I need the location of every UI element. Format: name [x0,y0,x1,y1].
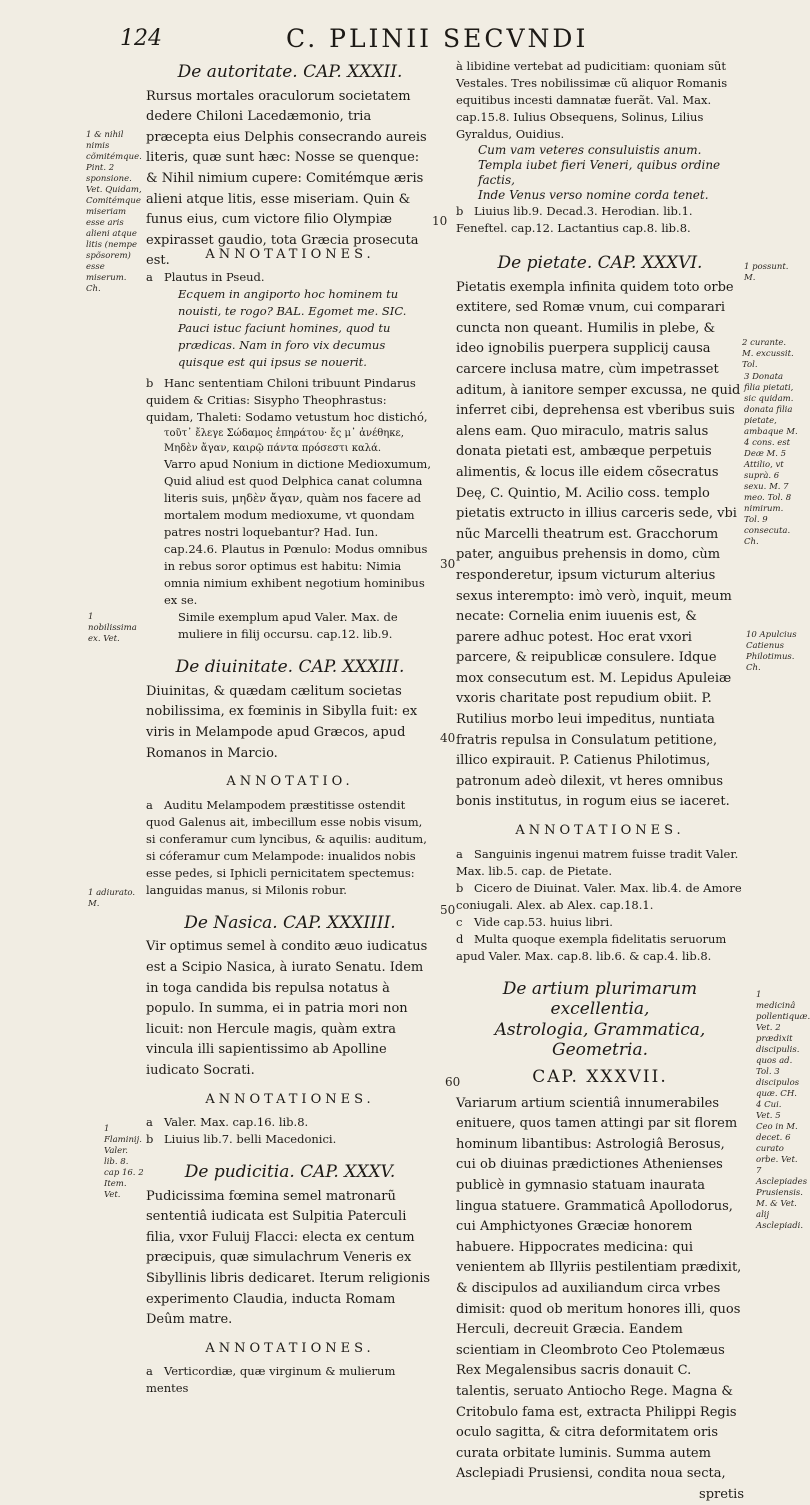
note-36-c: c Vide cap.53. huius libri. [456,914,613,929]
note-35-a: Verticordiæ, quæ virginum & mulierum mentes [146,1364,396,1396]
margin-note-left-2: 1 nobilissima ex. Vet. [88,612,137,644]
chapter-33-title: De diuinitate. CAP. XXXIII. [175,657,405,678]
verse-line: Templa iubet fieri Veneri, quibus ordine factis, [478,158,721,187]
margin-note-left-4: 1 Flaminij. Valer. lib. 8. cap 16. 2 Item. Vet. [104,1124,144,1200]
page-number: 124 [120,26,162,51]
note-34-b: b Liuius lib.7. belli Macedonici. [146,1132,337,1147]
verse-line: Cum vam veteres consuluistis anum. [478,143,702,157]
chapter-33-annotations-title: ANNOTATIO. [226,774,354,790]
chapter-35-title: De pudicitia. CAP. XXXV. [184,1162,396,1183]
margin-note-right-1: 1 possunt. M. [744,262,789,283]
chapter-32-title: De autoritate. CAP. XXXII. [177,62,403,82]
verse-block [456,143,744,203]
line-number-40: 40 [440,731,456,745]
margin-note-left-1: 1 & nihil nimis cõmitémque. Pint. 2 sponsione. Vet. Quidam, Comitémque miseriam esse aris alieni atque litis (nempe spõsorem) esse miserum. Ch. [86,130,142,294]
right-column: à libidine vertebat ad pudicitiam: quoniam sũt Vestales. Tres nobilissimæ cũ aliquor Romanis equitibus incesti damnatæ fuerãt. Val. Max. cap.15.8. Iulius Obsequens, Solinus, Lilius Gyraldus, Ouidius. Cum vam veteres consuluistis anum. Templa iubet fieri Veneri, quibus ordine factis, Inde Venus verso nomine corda tenet. b Liuius lib.9. Decad.3. Herodian. lib.1. Feneftel. cap.12. Lactantius cap.8. lib.8. De pietate. CAP. XXXVI. Pietatis exempla infinita quidem toto orbe extitere, sed Romæ vnum, cui comparari cuncta non queant. Humilis in plebe, & ideo ignobilis puerpera supplicij causa carcere inclusa matre, cùm impetrasset aditum, à ianitore semper excussa, ne quid inferret cibi, deprehensa est vberibus suis alens eam. Quo miraculo, matris salus donata pietati est, ambæque perpetuis alimentis, & locus ille eidem cõsecratus Deę, C. Quintio, M. Acilio coss. templo pietatis extructo in illius carceris sede, vbi nũc Marcelli theatrum est. Gracchorum pater, anguibus prehensis in domo, cùm responderetur, ipsum victurum alterius sexus interempto: imò verò, inquit, meum necate: Cornelia enim iuuenis est, & parere adhuc potest. Hoc erat vxori parcere, & reipublicæ consulere. Idque mox consecutum est. M. Lepidus Apuleiæ vxoris charitate post repudium obiit. P. Rutilius morbo leui impeditus, nuntiata fratris repulsa in Consulatum petitione, illico expirauit. P. Catienus Philotimus, patronum adeò dilexit, vt heres omnibus bonis institutus, in rogum eius se iaceret. ANNOTATIONES. a Sanguinis ingenui matrem fuisse tradit Valer. Max. lib.5. cap. de Pietate. b Cicero de Diuinat. Valer. Max. lib.4. de Amore coniugali. Alex. ab Alex. cap.18.1. c Vide cap.53. huius libri. d Multa quoque exempla fidelitatis seruorum apud Valer. Max. cap.8. lib.6. & cap.4. lib.8. De artium plurimarum excellentia, Astrologia, Grammatica, Geometria. CAP. XXXVII. Variarum artium scientiâ innumerabiles enituere, quos tamen attingi par sit florem hominum libantibus: Astrologiâ Berosus, cui ob diuinas prædictiones Athenienses publicè in gymnasio statuam inaurata lingua statuere. Grammaticâ Apollodorus, cui Amphictyones Græciæ honorem habuere. Hippocrates medicina: qui venientem ab Illyriis pestilentiam prædixit, & discipulos ad auxiliandum circa vrbes dimisit: quod ob meritum honores illi, quos Herculi, decreuit Græcia. Eandem scientiam in Cleombroto Ceo Ptolemæus Rex Megalensibus sacris donauit C. talentis, seruato Antiocho Rege. Magna & Critobulo fama est, extracta Philippi Regis oculo sagitta, & citra deformitatem oris curata orbitate luminis. Summa autem Asclepiadi Prusiensi, condita noua secta, spretis [456,58,744,1505]
note-b-greek: τοῦτ᾽ ἔλεγε Σώδαμος ἐπηράτου· ἔς μ᾽ ἀνέθηκε, Μηδὲν ἄγαν, καιρῷ πάντα πρόσεστι καλά. [164,428,404,455]
note-b: Hanc sententiam Chiloni tribuunt Pindarus quidem & Critias: Sisypho Theophrastus: quidam, Thaleti: Sodamo vetustum hoc distichó, [146,376,428,425]
chapter-37-heading [456,979,744,1061]
chapter-32-annotations-title: ANNOTATIONES. [205,246,375,262]
note-36-d: d Multa quoque exempla fidelitatis seruorum apud Valer. Max. cap.8. lib.6. & cap.4. lib.8. [456,931,727,963]
chapter-37-title-line: Geometria. [552,1040,648,1061]
chapter-37-text: Variarum artium scientiâ innumerabiles enituere, quos tamen attingi par sit florem hominum libantibus: Astrologiâ Berosus, cui ob diuinas prædictiones Athenienses publicè in gymnasio statuam inaurata lingua statuere. Grammaticâ Apollodorus, cui Amphictyones Græciæ honorem habuere. Hippocrates medicina: qui venientem ab Illyriis pestilentiam prædixit, & discipulos ad auxiliandum circa vrbes dimisit: quod ob meritum honores illi, quos Herculi, decreuit Græcia. Eandem scientiam in Cleombroto Ceo Ptolemæus Rex Megalensibus sacris donauit C. talentis, seruato Antiocho Rege. Magna & Critobulo fama est, extracta Philippi Regis oculo sagitta, & citra deformitatem oris curata orbitate luminis. Summa autem Asclepiadi Prusiensi, condita noua secta, [456,1095,742,1482]
chapter-32-text: Rursus mortales oraculorum societatem dedere Chiloni Lacedæmonio, tria præcepta eius Delphis consecrando aureis literis, quæ sunt hæc: Nosse se quenque: & Nihil nimium cupere: Comitémque æris alieni atque litis, esse miseriam. Quin & funus eius, cum victore filio Olympiæ expirasset gaudio, tota Græcia prosecuta est. [146,88,427,269]
running-head: C. PLINII SECVNDI [286,24,589,53]
note-33-a: Auditu Melampodem præstitisse ostendit quod Galenus ait, imbecillum esse nobis visum, si conferamur cum lyncibus, & aquilis: auditum, si cóferamur cum Melampode: inualidos nobis esse pedes, si Iphicli pernicitatem spectemus: languidas manus, si Milonis robur. [146,797,427,897]
chapter-32-notes: a Plautus in Pseud. Ecquem in angiporto hoc hominem tu nouisti, te rogo? BAL. Egomet me. SIC. Pauci istuc faciunt homines, quod tu prædicas. Nam in foro vix decumus quisque est qui ipsus se nouerit. b Hanc sententiam Chiloni tribuunt Pindarus quidem & Critias: Sisypho Theophrastus: quidam, Thaleti: Sodamo vetustum hoc distichó, τοῦτ᾽ ἔλεγε Σώδαμος ἐπηράτου· ἔς μ᾽ ἀνέθηκε, Μηδὲν ἄγαν, καιρῷ πάντα πρόσεστι καλά. Varro apud Nonium in dictione Medioxumum, Quid aliud est quod Delphica canat columna literis suis, μηδὲν ἄγαν, quàm nos facere ad mortalem modum medioxume, vt quondam patres nostri loquebantur? Had. Iun. cap.24.6. Plautus in Pœnulo: Modus omnibus in rebus soror optimus est habitu: Nimia omnia nimium exhibent negotium hominibus ex se. Simile exemplum apud Valer. Max. de muliere in filij occursu. cap.12. lib.9. [146,269,434,643]
line-number-50: 50 [440,903,456,917]
chapter-35-text: Pudicissima fœmina semel matronarũ sententiâ iudicata est Sulpitia Paterculi filia, vxor Fuluij Flacci: electa ex centum præcipuis, quæ simulachrum Veneris ex Sibyllinis libris dedicaret. Iterum religionis experimento Claudia, inducta Romam Deûm matre. [146,1188,431,1328]
line-number-60: 60 [445,1075,461,1089]
verse-line: Inde Venus verso nomine corda tenet. [478,188,709,202]
left-column: De autoritate. CAP. XXXII. Rursus mortales oraculorum societatem dedere Chiloni Lacedæmonio, tria præcepta eius Delphis consecrando aureis literis, quæ sunt hæc: Nosse se quenque: & Nihil nimium cupere: Comitémque æris alieni atque litis, esse miseriam. Quin & funus eius, cum victore filio Olympiæ expirasset gaudio, tota Græcia prosecuta est. ANNOTATIONES. a Plautus in Pseud. Ecquem in angiporto hoc hominem tu nouisti, te rogo? BAL. Egomet me. SIC. Pauci istuc faciunt homines, quod tu prædicas. Nam in foro vix decumus quisque est qui ipsus se nouerit. b Hanc sententiam Chiloni tribuunt Pindarus quidem & Critias: Sisypho Theophrastus: quidam, Thaleti: Sodamo vetustum hoc distichó, τοῦτ᾽ ἔλεγε Σώδαμος ἐπηράτου· ἔς μ᾽ ἀνέθηκε, Μηδὲν ἄγαν, καιρῷ πάντα πρόσεστι καλά. Varro apud Nonium in dictione Medioxumum, Quid aliud est quod Delphica canat columna literis suis, μηδὲν ἄγαν, quàm nos facere ad mortalem modum medioxume, vt quondam patres nostri loquebantur? Had. Iun. cap.24.6. Plautus in Pœnulo: Modus omnibus in rebus soror optimus est habitu: Nimia omnia nimium exhibent negotium hominibus ex se. Simile exemplum apud Valer. Max. de muliere in filij occursu. cap.12. lib.9. De diuinitate. CAP. XXXIII. Diuinitas, & quædam cælitum societas nobilissima, ex fœminis in Sibylla fuit: ex viris in Melampode apud Græcos, apud Romanos in Marcio. ANNOTATIO. a Auditu Melampodem præstitisse ostendit quod Galenus ait, imbecillum esse nobis visum, si conferamur cum lyncibus, & aquilis: auditum, si cóferamur cum Melampode: inualidos nobis esse pedes, si Iphicli pernicitatem spectemus: languidas manus, si Milonis robur. De Nasica. CAP. XXXIIII. Vir optimus semel à condito æuo iudicatus est a Scipio Nasica, à iurato Senatu. Idem in toga candida bis repulsa notatus à populo. In summa, ei in patria mori non licuit: non Hercule magis, quàm extra vincula illi sapientissimo ab Apolline iudicato Socrati. ANNOTATIONES. a Valer. Max. cap.16. lib.8. b Liuius lib.7. belli Macedonici. De pudicitia. CAP. XXXV. Pudicissima fœmina semel matronarũ sententiâ iudicata est Sulpitia Paterculi filia, vxor Fuluij Flacci: electa ex centum præcipuis, quæ simulachrum Veneris ex Sibyllinis libris dedicaret. Iterum religionis experimento Claudia, inducta Romam Deûm matre. ANNOTATIONES. a Verticordiæ, quæ virginum & mulierum mentes [146,60,434,1397]
note-36-b: b Cicero de Diuinat. Valer. Max. lib.4. de Amore coniugali. Alex. ab Alex. cap.18.1. [456,880,742,912]
note-a: Plautus in Pseud. [164,270,265,285]
note-34-a: a Valer. Max. cap.16. lib.8. [146,1115,309,1130]
note-b-continued: Varro apud Nonium in dictione Medioxumum, Quid aliud est quod Delphica canat columna literis suis, μηδὲν ἄγαν, quàm nos facere ad mortalem modum medioxume, vt quondam patres nostri loquebantur? Had. Iun. cap.24.6. Plautus in Pœnulo: Modus omnibus in rebus soror optimus est habitu: Nimia omnia nimium exhibent negotium hominibus ex se. [164,457,431,608]
catchword: spretis [699,1486,744,1502]
chapter-36-text: Pietatis exempla infinita quidem toto orbe extitere, sed Romæ vnum, cui comparari cuncta non queant. Humilis in plebe, & ideo ignobilis puerpera supplicij causa carcere inclusa matre, cùm impetrasset aditum, à ianitore semper excussa, ne quid inferret cibi, deprehensa est vberibus suis alens eam. Quo miraculo, matris salus donata pietati est, ambæque perpetuis alimentis, & locus ille eidem cõsecratus Deę, C. Quintio, M. Acilio coss. templo pietatis extructo in illius carceris sede, vbi nũc Marcelli theatrum est. Gracchorum pater, anguibus prehensis in domo, cùm responderetur, ipsum victurum alterius sexus interempto: imò verò, inquit, meum necate: Cornelia enim iuuenis est, & parere adhuc potest. Hoc erat vxori parcere, & reipublicæ consulere. Idque mox consecutum est. M. Lepidus Apuleiæ vxoris charitate post repudium obiit. P. Rutilius morbo leui impeditus, nuntiata fratris repulsa in Consulatum petitione, illico expirauit. P. Catienus Philotimus, patronum adeò dilexit, vt heres omnibus bonis institutus, in rogum eius se iaceret. [456,279,741,810]
chapter-35-annotations-title: ANNOTATIONES. [205,1340,375,1356]
page-header [0,22,800,62]
chapter-37-cap: CAP. XXXVII. [532,1067,668,1087]
chapter-34-text: Vir optimus semel à condito æuo iudicatus est a Scipio Nasica, à iurato Senatu. Idem in toga candida bis repulsa notatus à populo. In summa, ei in patria mori non licuit: non Hercule magis, quàm extra vincula illi sapientissimo ab Apolline iudicato Socrati. [146,939,428,1078]
note-b-simile: Simile exemplum apud Valer. Max. de muliere in filij occursu. cap.12. lib.9. [178,610,398,642]
chapter-37-title-line: Astrologia, Grammatica, [494,1019,706,1040]
chapter-37-title-line: De artium plurimarum excellentia, [502,978,698,1020]
line-number-10: 10 [432,214,448,228]
note-36-a: a Sanguinis ingenui matrem fuisse tradit Valer. Max. lib.5. cap. de Pietate. [456,846,739,878]
margin-note-right-2: 2 curante. M. excussit. Tol. [742,338,794,370]
chapter-33-text: Diuinitas, & quædam cælitum societas nobilissima, ex fœminis in Sibylla fuit: ex viris in Melampode apud Græcos, apud Romanos in Marcio. [146,683,418,761]
margin-note-right-3: 3 Donata filia pietati, sic quidam. donata filia pietate, ambaque M. 4 cons. est Deæ M. 5 Attilio, vt suprà. 6 sexu. M. 7 meo. Tol. 8 nimirum. Tol. 9 consecuta. Ch. [744,372,798,547]
line-number-30: 30 [440,557,456,571]
margin-note-right-5: 1 medicinâ pollentiquæ. Vet. 2 prædixit discipulis. quos ad. Tol. 3 discipulos quæ. CH. 4 Cui. Vet. 5 Ceo in M. decet. 6 curato orbe. Vet. 7 Asclepiades Prusiensis. M. & Vet. alij Asclepiadi. [756,990,810,1231]
margin-note-right-4: 10 Apulcius Catienus Philotimus. Ch. [746,630,797,673]
note-continuation: à libidine vertebat ad pudicitiam: quoniam sũt Vestales. Tres nobilissimæ cũ aliquor Romanis equitibus incesti damnatæ fuerãt. Val. Max. cap.15.8. Iulius Obsequens, Solinus, Lilius Gyraldus, Ouidius. [456,59,728,141]
chapter-36-title: De pietate. CAP. XXXVI. [497,253,703,273]
chapter-34-title: De Nasica. CAP. XXXIIII. [184,912,396,933]
chapter-34-annotations-title: ANNOTATIONES. [205,1091,375,1107]
margin-note-left-3: 1 adiurato. M. [88,888,136,909]
chapter-36-annotations-title: ANNOTATIONES. [515,823,685,839]
note-35-b: Liuius lib.9. Decad.3. Herodian. lib.1. Feneftel. cap.12. Lactantius cap.8. lib.8. [456,204,693,235]
note-a-quote: Ecquem in angiporto hoc hominem tu nouisti, te rogo? BAL. Egomet me. SIC. Pauci istuc faciunt homines, quod tu prædicas. Nam in foro vix decumus quisque est qui ipsus se nouerit. [178,287,407,370]
